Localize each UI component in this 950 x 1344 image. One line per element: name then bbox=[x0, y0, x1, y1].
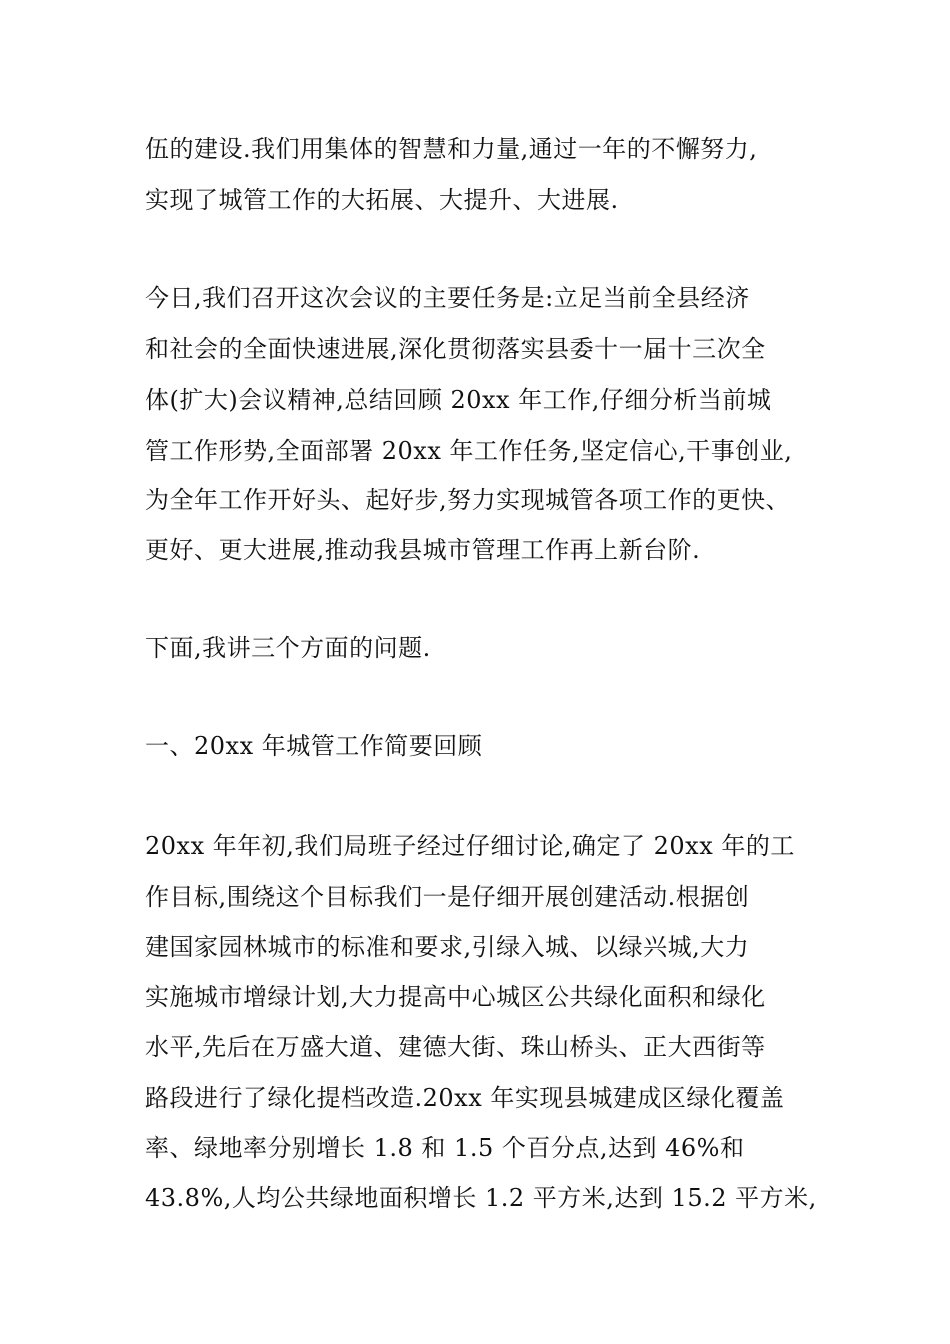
paragraph-2-line-6: 更好、更大进展,推动我县城市管理工作再上新台阶. bbox=[145, 536, 701, 564]
paragraph-1-line-2: 实现了城管工作的大拓展、大提升、大进展. bbox=[145, 186, 619, 214]
paragraph-5-line-1: 20xx 年年初,我们局班子经过仔细讨论,确定了 20xx 年的工 bbox=[145, 832, 795, 860]
paragraph-2-line-1: 今日,我们召开这次会议的主要任务是:立足当前全县经济 bbox=[145, 284, 750, 312]
paragraph-5-line-4: 实施城市增绿计划,大力提高中心城区公共绿化面积和绿化 bbox=[145, 983, 766, 1011]
paragraph-5-line-6: 路段进行了绿化提档改造.20xx 年实现县城建成区绿化覆盖 bbox=[145, 1084, 785, 1112]
paragraph-5-line-7: 率、绿地率分别增长 1.8 和 1.5 个百分点,达到 46%和 bbox=[145, 1134, 745, 1162]
paragraph-2-line-5: 为全年工作开好头、起好步,努力实现城管各项工作的更快、 bbox=[145, 486, 791, 514]
paragraph-3-line-1: 下面,我讲三个方面的问题. bbox=[145, 634, 431, 662]
paragraph-2-line-3: 体(扩大)会议精神,总结回顾 20xx 年工作,仔细分析当前城 bbox=[145, 386, 772, 414]
paragraph-2-line-2: 和社会的全面快速进展,深化贯彻落实县委十一届十三次全 bbox=[145, 335, 766, 363]
paragraph-5-line-2: 作目标,围绕这个目标我们一是仔细开展创建活动.根据创 bbox=[145, 883, 750, 911]
paragraph-1-line-1: 伍的建设.我们用集体的智慧和力量,通过一年的不懈努力, bbox=[145, 135, 758, 163]
section-heading: 一、20xx 年城管工作简要回顾 bbox=[145, 732, 483, 760]
paragraph-5-line-5: 水平,先后在万盛大道、建德大街、珠山桥头、正大西街等 bbox=[145, 1033, 766, 1061]
paragraph-5-line-8: 43.8%,人均公共绿地面积增长 1.2 平方米,达到 15.2 平方米, bbox=[145, 1184, 817, 1212]
paragraph-5-line-3: 建国家园林城市的标准和要求,引绿入城、以绿兴城,大力 bbox=[145, 933, 750, 961]
paragraph-2-line-4: 管工作形势,全面部署 20xx 年工作任务,坚定信心,干事创业, bbox=[145, 437, 793, 465]
